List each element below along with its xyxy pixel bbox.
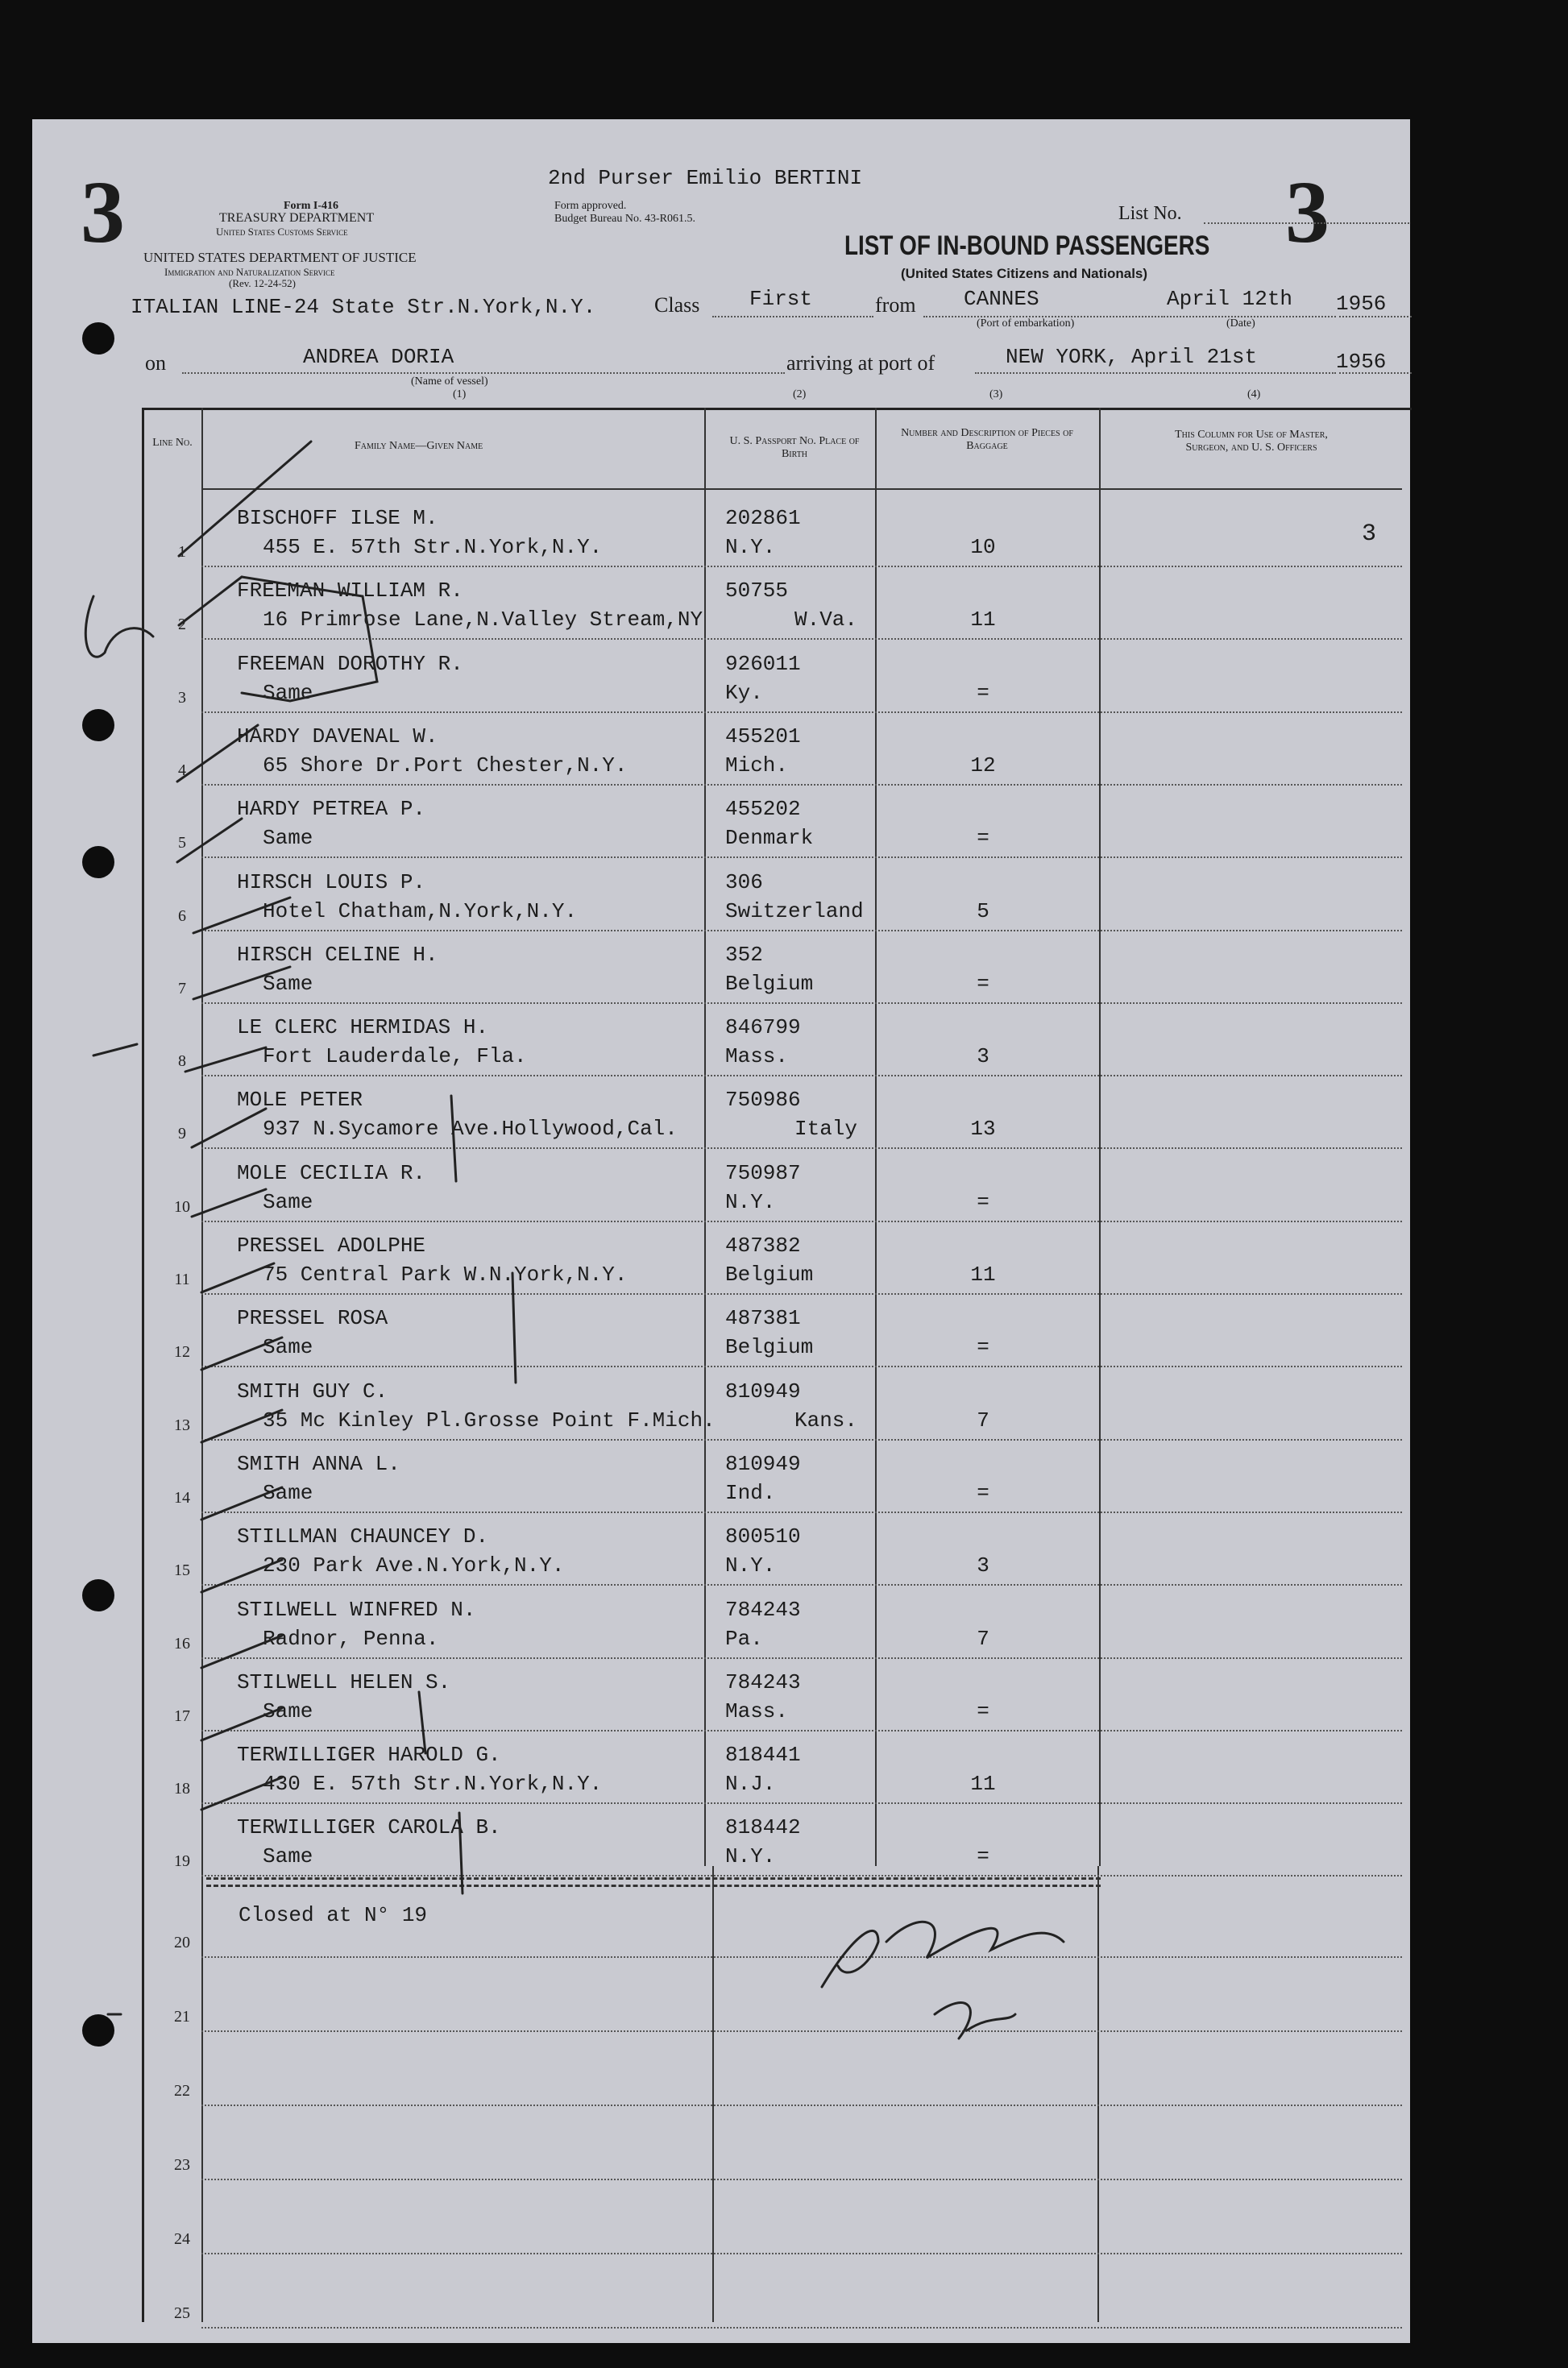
baggage-count: =	[977, 971, 989, 996]
from-value: CANNES	[964, 287, 1039, 311]
line-number: 19	[174, 1852, 190, 1871]
place-of-birth: Mass.	[725, 1044, 789, 1069]
check-mark	[201, 1337, 282, 1370]
baggage-count: 11	[970, 1263, 996, 1287]
check-mark	[201, 1636, 282, 1668]
line-number: 11	[174, 1271, 190, 1288]
place-of-birth: Pa.	[725, 1626, 763, 1651]
check-mark	[451, 1096, 456, 1181]
form-number: Form I-416	[284, 200, 339, 212]
date-caption: (Date)	[1226, 317, 1255, 330]
passenger-address: Hotel Chatham,N.York,N.Y.	[263, 898, 578, 923]
justice-dept: UNITED STATES DEPARTMENT OF JUSTICE	[143, 250, 417, 265]
baggage-count: 5	[977, 898, 989, 923]
passport-number: 818441	[725, 1743, 801, 1768]
check-mark	[201, 1560, 282, 1592]
passenger-address: Fort Lauderdale, Fla.	[263, 1044, 527, 1069]
from-label: from	[875, 293, 916, 317]
place-of-birth: Denmark	[725, 826, 814, 851]
passenger-address: Same	[263, 1698, 313, 1723]
place-of-birth: Switzerland	[725, 898, 864, 923]
passenger-name: HARDY PETREA P.	[237, 797, 426, 822]
year-1: 1956	[1336, 292, 1387, 316]
ins-label: Immigration and Naturalization Service	[164, 266, 335, 278]
check-mark	[201, 1487, 282, 1520]
passport-number: 487382	[725, 1234, 801, 1258]
passenger-name: STILLMAN CHAUNCEY D.	[237, 1524, 489, 1549]
place-of-birth: Italy	[794, 1117, 858, 1142]
baggage-count: 3	[977, 1553, 989, 1578]
col-header-baggage: Number and Description of Pieces of Baggage	[901, 427, 1073, 452]
passenger-name: STILWELL WINFRED N.	[237, 1597, 476, 1622]
passenger-name: MOLE PETER	[237, 1088, 363, 1113]
passenger-name: PRESSEL ROSA	[237, 1306, 388, 1331]
baggage-count: =	[977, 1698, 989, 1723]
vessel-name: ANDREA DORIA	[303, 345, 454, 369]
passenger-address: 230 Park Ave.N.York,N.Y.	[263, 1553, 565, 1578]
line-number: 15	[174, 1561, 190, 1580]
check-mark	[193, 898, 290, 933]
passenger-address: 937 N.Sycamore Ave.Hollywood,Cal.	[263, 1117, 678, 1142]
place-of-birth: N.Y.	[725, 1844, 776, 1869]
passenger-address: Same	[263, 1480, 313, 1505]
baggage-count: =	[977, 1844, 989, 1869]
place-of-birth: N.Y.	[725, 1553, 776, 1578]
class-label: Class	[654, 293, 700, 317]
passport-number: 455202	[725, 797, 801, 822]
passenger-name: TERWILLIGER HAROLD G.	[237, 1743, 501, 1768]
line-number: 25	[174, 2304, 190, 2322]
baggage-count: 7	[977, 1626, 989, 1651]
baggage-count: 11	[970, 608, 996, 632]
closing-note: Closed at N° 19	[239, 1902, 428, 1927]
place-of-birth: Ind.	[725, 1480, 776, 1505]
vessel-caption: (Name of vessel)	[411, 375, 488, 388]
col-header-name: Family Name—Given Name	[355, 440, 483, 452]
place-of-birth: Belgium	[725, 971, 814, 996]
passenger-address: Same	[263, 826, 313, 851]
embark-date: April 12th	[1167, 287, 1293, 311]
treasury-dept: TREASURY DEPARTMENT	[219, 211, 375, 225]
passenger-address: Same	[263, 1335, 313, 1360]
form-subtitle: (United States Citizens and Nationals)	[901, 266, 1148, 281]
passport-number: 487381	[725, 1306, 801, 1331]
port-embark-caption: (Port of embarkation)	[977, 317, 1075, 330]
arriving-label: arriving at port of	[786, 351, 935, 375]
check-mark	[201, 1708, 282, 1740]
check-mark	[185, 1047, 266, 1072]
check-mark	[177, 725, 258, 782]
baggage-count: 10	[970, 535, 996, 559]
line-number: 18	[174, 1780, 190, 1798]
budget-bureau: Budget Bureau No. 43-R061.5.	[554, 213, 695, 225]
place-of-birth: N.Y.	[725, 1189, 776, 1214]
baggage-count: 11	[970, 1772, 996, 1797]
passenger-name: MOLE CECILIA R.	[237, 1160, 426, 1185]
passport-number: 810949	[725, 1451, 801, 1476]
place-of-birth: Mich.	[725, 753, 789, 778]
place-of-birth: Mass.	[725, 1698, 789, 1723]
passenger-address: 16 Primrose Lane,N.Valley Stream,NY	[263, 608, 703, 632]
place-of-birth: Ky.	[725, 680, 763, 705]
passenger-address: Radnor, Penna.	[263, 1626, 439, 1651]
line-number: 12	[174, 1343, 190, 1362]
passport-number: 750986	[725, 1088, 801, 1113]
rev-date: (Rev. 12-24-52)	[229, 277, 296, 289]
passenger-name: FREEMAN WILLIAM R.	[237, 579, 463, 603]
passenger-name: LE CLERC HERMIDAS H.	[237, 1015, 489, 1040]
line-number: 17	[174, 1707, 190, 1725]
check-mark	[179, 442, 311, 556]
check-mark	[201, 1410, 282, 1442]
margin-scribble	[85, 596, 153, 657]
col-header-officers: This Column for Use of Master, Surgeon, and U. S. Officers	[1175, 429, 1328, 454]
passenger-name: SMITH GUY C.	[237, 1379, 388, 1404]
line-number: 7	[178, 979, 186, 997]
passenger-name: TERWILLIGER CAROLA B.	[237, 1815, 501, 1840]
passenger-address: Same	[263, 1189, 313, 1214]
line-number: 21	[174, 2007, 190, 2026]
passenger-name: STILWELL HELEN S.	[237, 1669, 451, 1694]
passport-number: 846799	[725, 1015, 801, 1040]
passenger-name: HIRSCH CELINE H.	[237, 942, 438, 967]
place-of-birth: Belgium	[725, 1263, 814, 1287]
customs-service: United States Customs Service	[216, 226, 348, 238]
class-value: First	[749, 287, 813, 311]
check-mark	[201, 1263, 274, 1292]
line-number: 4	[178, 761, 186, 779]
passenger-name: HARDY DAVENAL W.	[237, 724, 438, 749]
passport-number: 784243	[725, 1669, 801, 1694]
check-mark	[177, 819, 242, 862]
check-mark	[193, 967, 290, 999]
line-number: 8	[178, 1052, 186, 1071]
passenger-address: 65 Shore Dr.Port Chester,N.Y.	[263, 753, 628, 778]
passenger-name: HIRSCH LOUIS P.	[237, 869, 426, 894]
baggage-count: 7	[977, 1408, 989, 1433]
line-number: 2	[178, 616, 186, 634]
passenger-name: BISCHOFF ILSE M.	[237, 506, 438, 530]
check-mark	[419, 1692, 425, 1753]
page-number-right: 3	[1285, 163, 1329, 261]
passenger-name: FREEMAN DOROTHY R.	[237, 651, 463, 676]
passenger-address: 455 E. 57th Str.N.York,N.Y.	[263, 535, 603, 559]
baggage-count: 12	[970, 753, 996, 778]
line-number: 22	[174, 2081, 190, 2100]
passport-number: 202861	[725, 506, 801, 530]
line-number: 3	[178, 688, 186, 707]
passenger-address: 35 Mc Kinley Pl.Grosse Point F.Mich.	[263, 1408, 716, 1433]
line-number: 24	[174, 2229, 190, 2248]
passport-number: 818442	[725, 1815, 801, 1840]
check-mark	[512, 1273, 516, 1383]
passenger-name: SMITH ANNA L.	[237, 1451, 400, 1476]
line-number: 10	[174, 1197, 190, 1216]
passport-number: 352	[725, 942, 763, 967]
form-approved: Form approved.	[554, 200, 627, 212]
passport-number: 50755	[725, 579, 789, 603]
line-number: 5	[178, 834, 186, 852]
place-of-birth: Belgium	[725, 1335, 814, 1360]
margin-dash	[93, 1044, 137, 1055]
passport-number: 306	[725, 869, 763, 894]
passport-number: 784243	[725, 1597, 801, 1622]
passenger-address: Same	[263, 1844, 313, 1869]
passenger-address: 430 E. 57th Str.N.York,N.Y.	[263, 1772, 603, 1797]
place-of-birth: W.Va.	[794, 608, 858, 632]
line-number: 13	[174, 1416, 190, 1434]
passport-number: 800510	[725, 1524, 801, 1549]
signature-icon	[822, 1922, 1064, 2038]
baggage-count: =	[977, 680, 989, 705]
passport-number: 455201	[725, 724, 801, 749]
passenger-name: PRESSEL ADOLPHE	[237, 1234, 426, 1258]
col3-number: (3)	[989, 388, 1003, 400]
baggage-count: =	[977, 1335, 989, 1360]
col-header-passport: U. S. Passport No. Place of Birth	[729, 435, 860, 460]
check-mark	[192, 1109, 266, 1147]
col-header-line-no: Line No.	[152, 437, 193, 449]
check-mark	[201, 1777, 282, 1810]
passport-number: 810949	[725, 1379, 801, 1404]
line-number: 14	[174, 1488, 190, 1507]
list-no-label: List No.	[1118, 203, 1182, 224]
line-number: 20	[174, 1933, 190, 1951]
col2-number: (2)	[793, 388, 807, 400]
arrival-port-date: NEW YORK, April 21st	[1006, 345, 1258, 369]
on-label: on	[145, 351, 166, 375]
year-2: 1956	[1336, 350, 1387, 374]
form-title: LIST OF IN-BOUND PASSENGERS	[844, 230, 1210, 261]
place-of-birth: Kans.	[794, 1408, 858, 1433]
line-number: 1	[178, 543, 186, 561]
baggage-count: =	[977, 1480, 989, 1505]
baggage-count: =	[977, 826, 989, 851]
line-number: 16	[174, 1634, 190, 1653]
page-number-left: 3	[81, 163, 125, 261]
baggage-count: =	[977, 1189, 989, 1214]
place-of-birth: N.Y.	[725, 535, 776, 559]
passport-number: 926011	[725, 651, 801, 676]
check-mark	[459, 1813, 463, 1893]
place-of-birth: N.J.	[725, 1772, 776, 1797]
passenger-address: Same	[263, 680, 313, 705]
company-address: ITALIAN LINE-24 State Str.N.York,N.Y.	[131, 295, 596, 319]
passenger-address: 75 Central Park W.N.York,N.Y.	[263, 1263, 628, 1287]
line-number: 6	[178, 906, 186, 925]
col4-number: (4)	[1247, 388, 1261, 400]
baggage-count: 3	[977, 1044, 989, 1069]
baggage-count: 13	[970, 1117, 996, 1142]
check-mark	[179, 577, 242, 625]
check-mark	[192, 1189, 266, 1217]
check-mark	[242, 577, 377, 701]
vessel-caption-num: (1)	[453, 388, 467, 400]
purser-line: 2nd Purser Emilio BERTINI	[548, 166, 863, 190]
line-number: 23	[174, 2155, 190, 2174]
passenger-address: Same	[263, 971, 313, 996]
line-number: 9	[178, 1125, 186, 1143]
passport-number: 750987	[725, 1160, 801, 1185]
officer-note: 3	[1362, 520, 1377, 548]
